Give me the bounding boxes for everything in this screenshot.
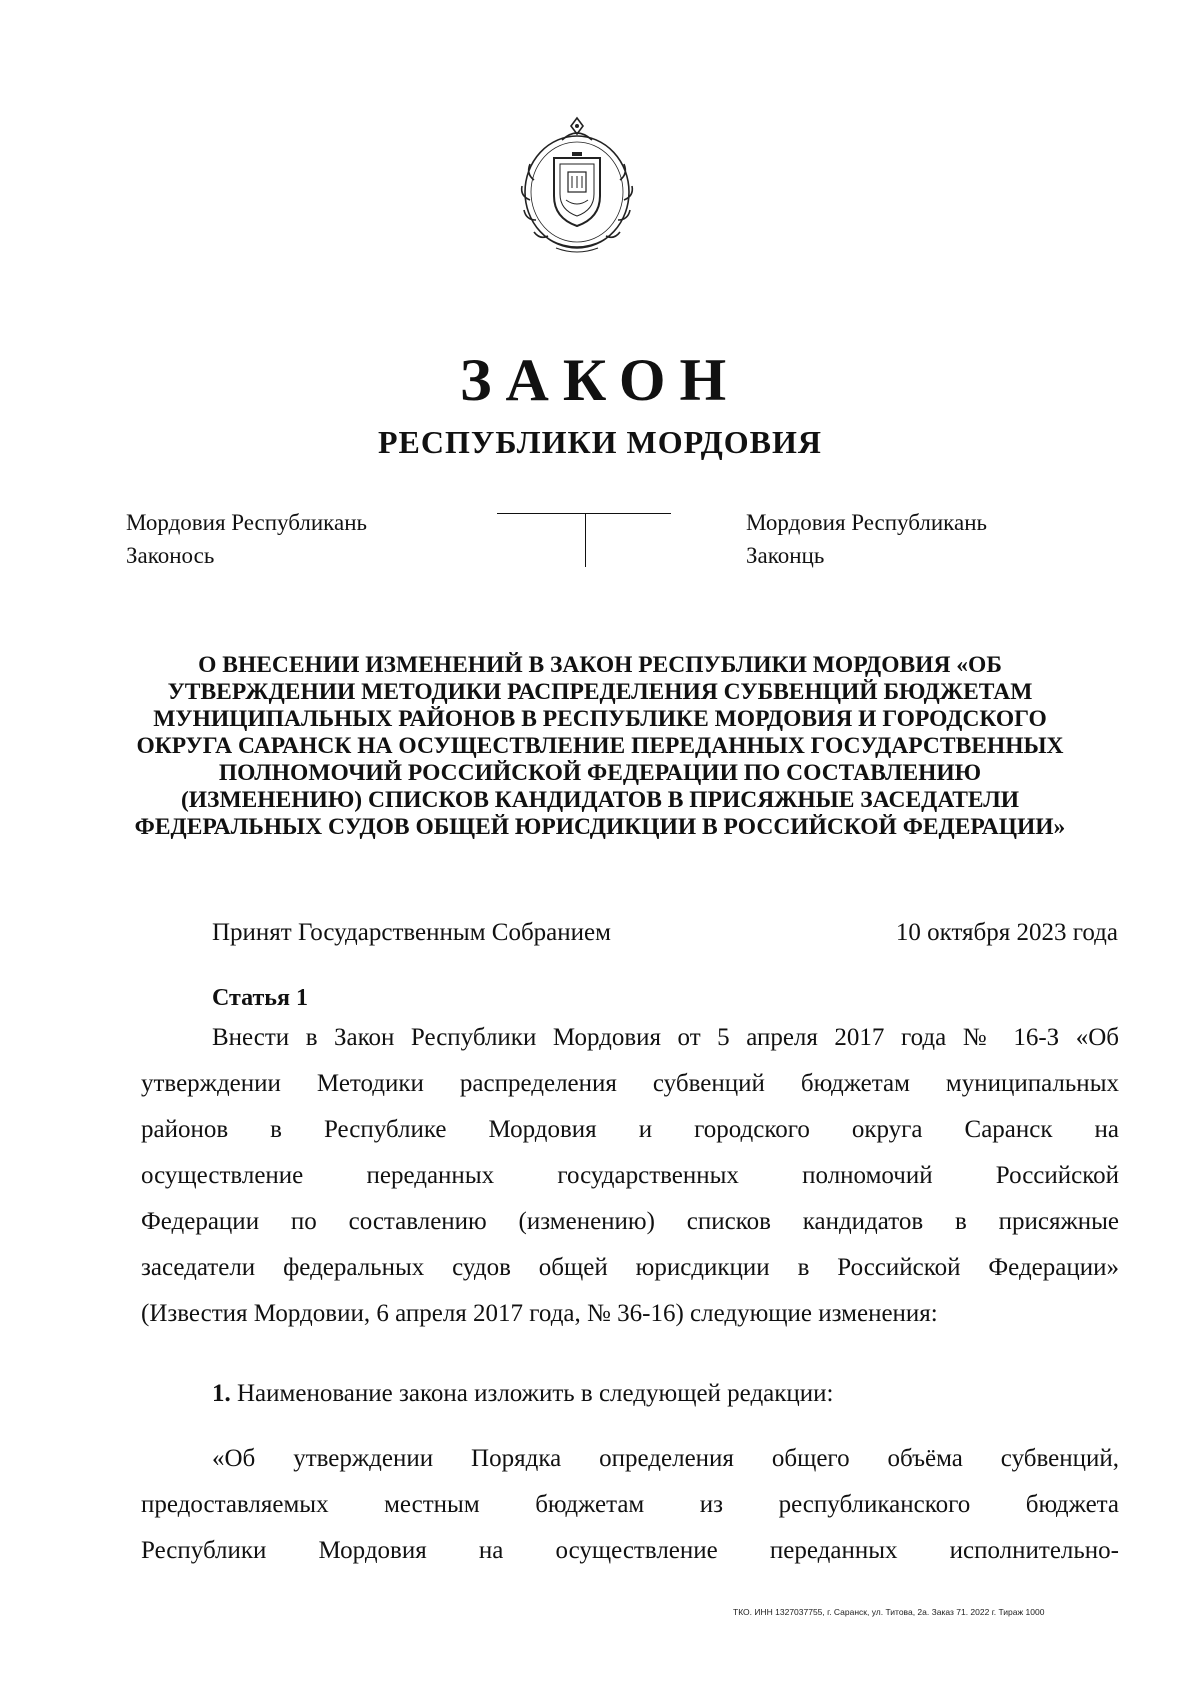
moksha-title-block bbox=[126, 506, 367, 572]
moksha-title-line: Законось bbox=[126, 543, 215, 568]
quote-line: «Об утверждении Порядка определения общего объёма субвенций, bbox=[212, 1445, 1119, 1472]
article-paragraph bbox=[141, 1015, 1119, 1337]
paragraph-line: заседатели федеральных судов общей юрисдикции в Российской Федерации» bbox=[141, 1254, 1119, 1281]
law-title: ЗАКОН bbox=[459, 347, 741, 413]
printer-imprint: ТКО. ИНН 1327037755, г. Саранск, ул. Титова, 2а. Заказ 71. 2022 г. Тираж 1000 bbox=[733, 1607, 1045, 1617]
article-item-1 bbox=[141, 1371, 1119, 1417]
header-divider-vertical bbox=[585, 513, 586, 567]
adoption-row bbox=[212, 916, 1118, 950]
heading-line: УТВЕРЖДЕНИИ МЕТОДИКИ РАСПРЕДЕЛЕНИЯ СУБВЕНЦИЙ БЮДЖЕТАМ bbox=[167, 679, 1033, 705]
item-number: 1. bbox=[212, 1380, 231, 1407]
heading-line: ФЕДЕРАЛЬНЫХ СУДОВ ОБЩЕЙ ЮРИСДИКЦИИ В РОССИЙСКОЙ ФЕДЕРАЦИИ» bbox=[134, 814, 1066, 840]
moksha-title-line: Мордовия Республикань bbox=[126, 510, 368, 535]
quote-line: предоставляемых местным бюджетам из республиканского бюджета bbox=[141, 1491, 1119, 1518]
coat-of-arms-icon bbox=[512, 110, 642, 260]
quote-line: Республики Мордовия на осуществление переданных исполнительно- bbox=[141, 1537, 1119, 1564]
heading-line: ОКРУГА САРАНСК НА ОСУЩЕСТВЛЕНИЕ ПЕРЕДАННЫХ ГОСУДАРСТВЕННЫХ bbox=[136, 733, 1064, 759]
heading-line: ПОЛНОМОЧИЙ РОССИЙСКОЙ ФЕДЕРАЦИИ ПО СОСТАВЛЕНИЮ bbox=[218, 760, 982, 786]
erzya-title-line: Законць bbox=[746, 543, 825, 568]
paragraph-line: утверждении Методики распределения субвенций бюджетам муниципальных bbox=[141, 1070, 1119, 1097]
paragraph-line: Федерации по составлению (изменению) списков кандидатов в присяжные bbox=[141, 1208, 1119, 1235]
paragraph-line: районов в Республике Мордовия и городского округа Саранск на bbox=[141, 1116, 1119, 1143]
header-divider-horizontal bbox=[497, 513, 671, 514]
heading-line: МУНИЦИПАЛЬНЫХ РАЙОНОВ В РЕСПУБЛИКЕ МОРДОВИЯ И ГОРОДСКОГО bbox=[153, 706, 1047, 732]
law-subtitle: РЕСПУБЛИКИ МОРДОВИЯ bbox=[377, 424, 823, 460]
paragraph-line: осуществление переданных государственных полномочий Российской bbox=[141, 1162, 1119, 1189]
item-line bbox=[141, 1371, 1119, 1417]
erzya-title-block bbox=[746, 506, 987, 572]
heading-line: О ВНЕСЕНИИ ИЗМЕНЕНИЙ В ЗАКОН РЕСПУБЛИКИ МОРДОВИЯ «ОБ bbox=[198, 652, 1002, 678]
law-heading bbox=[120, 652, 1080, 841]
quoted-title bbox=[141, 1436, 1119, 1574]
item-text: Наименование закона изложить в следующей редакции: bbox=[237, 1380, 834, 1407]
article-title: Статья 1 bbox=[212, 985, 308, 1011]
erzya-title-line: Мордовия Республикань bbox=[746, 510, 988, 535]
heading-line: (ИЗМЕНЕНИЮ) СПИСКОВ КАНДИДАТОВ В ПРИСЯЖНЫЕ ЗАСЕДАТЕЛИ bbox=[180, 787, 1020, 813]
paragraph-line: (Известия Мордовии, 6 апреля 2017 года, № 36-16) следующие изменения: bbox=[141, 1300, 938, 1327]
adoption-date: 10 октября 2023 года bbox=[895, 919, 1118, 946]
adopted-by: Принят Государственным Собранием bbox=[212, 919, 611, 946]
paragraph-line: Внести в Закон Республики Мордовия от 5 апреля 2017 года № 16-З «Об bbox=[212, 1024, 1119, 1051]
